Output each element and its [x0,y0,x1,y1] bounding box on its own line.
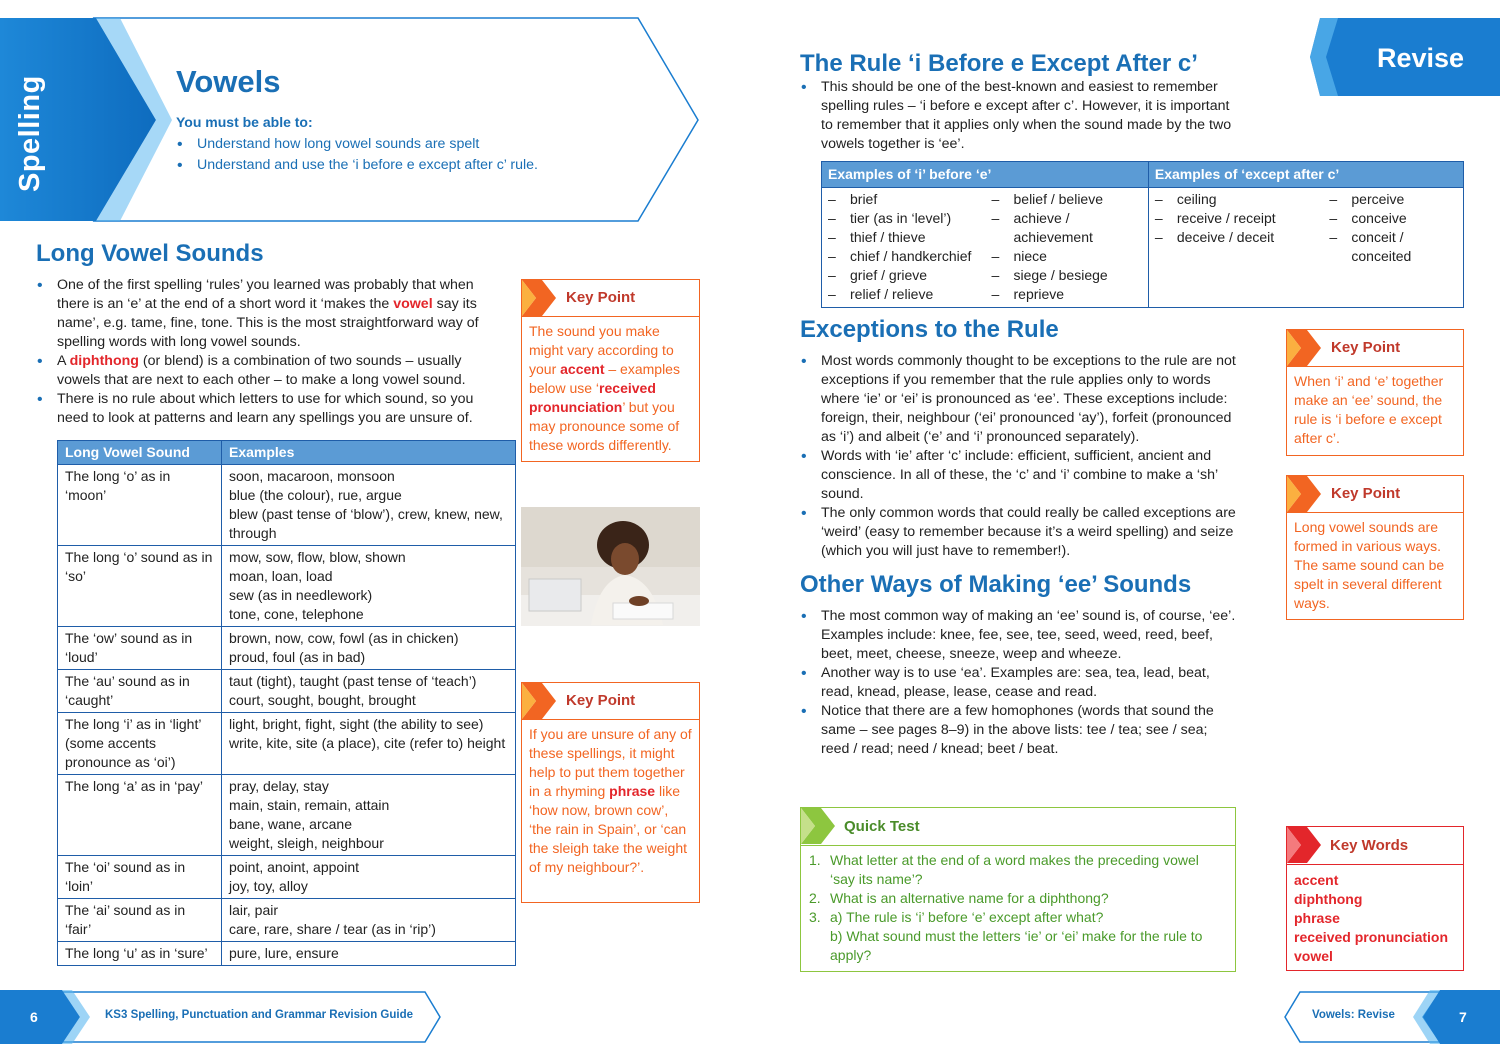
example-word: – tier (as in ‘level’) [828,209,980,228]
example-word: – achieve / achievement [992,209,1142,247]
table-header: Examples of ‘except after c’ [1148,162,1463,188]
example-line: write, kite, site (a place), cite (refer to) height [229,735,506,751]
key-word: phrase [1294,910,1340,926]
objective-item: • Understand and use the ‘i before e except after c’ rule. [176,155,538,176]
key-point-title: Key Point [566,289,636,306]
page-number-right: 7 [1459,1009,1467,1025]
examples-cell [222,627,516,670]
example-line: mow, sow, flow, blow, shown [229,549,406,565]
examples-cell [222,713,516,775]
example-word: – niece [992,247,1142,266]
quick-test-item: 1. What letter at the end of a word makes the preceding vowel ‘say its name’? [809,852,1199,887]
bullet-item: • One of the first spelling ‘rules’ you learned was probably that when there is an ‘e’ at the end of a short word it ‘makes the vowel say its name’, e.g. tame, fine, tone. This is the most straightforward way of spelling words with long vowel sounds. [36,276,484,352]
spelling-tab-label: Spelling [14,75,46,192]
sound-cell: The long ‘o’ as in ‘moon’ [58,465,222,546]
key-point-title: Key Point [566,692,636,709]
example-word: – belief / believe [992,190,1142,209]
example-line: pure, lure, ensure [229,945,339,961]
example-word: – conceit / conceited [1329,228,1457,266]
rule-title: The Rule ‘i Before e Except After c’ [800,50,1198,77]
key-point-box [521,682,700,903]
bullet-item: • Notice that there are a few homophones (words that sound the same – see pages 8–9) in the above lists: tee / tea; see / sea; reed / read; need / knead; beet / beat. [800,702,1238,759]
example-line: brown, now, cow, fowl (as in chicken) [229,630,459,646]
example-list [828,190,980,304]
table-body [58,465,516,966]
key-point-text: The sound you make might vary according to your accent – examples below use ‘received pronunciation’ but you may pronounce some of these words differently. [529,323,680,453]
example-word: – brief [828,190,980,209]
quick-test-item: b) What sound must the letters ‘ie’ or ‘ei’ make for the rule to apply? [830,928,1203,963]
example-line: lair, pair [229,902,279,918]
bullet-item: • The only common words that could really be called exceptions are ‘weird’ (easy to remember because it’s a weird spelling) and seize (which you will just have to remember!). [800,504,1238,561]
example-word: – grief / grieve [828,266,980,285]
quick-test-box [800,807,1236,972]
example-line: sew (as in needlework) [229,587,373,603]
example-word: – perceive [1329,190,1457,209]
table-row [58,856,516,899]
example-word: – relief / relieve [828,285,980,304]
example-word: – conceive [1329,209,1457,228]
examples-cell [222,899,516,942]
footer-section-label: Vowels: Revise [1312,1009,1395,1021]
spelling-side-tab [0,18,150,222]
table-row [58,627,516,670]
example-line: tone, cone, telephone [229,606,364,622]
key-word: received pronunciation [1294,929,1449,945]
examples-cell [222,465,516,546]
example-line: moan, loan, load [229,568,333,584]
key-words-title: Key Words [1330,837,1409,854]
sound-cell: The ‘au’ sound as in ‘caught’ [58,670,222,713]
bullet-item: • A diphthong (or blend) is a combination of two sounds – usually vowels that are next to each other – to make a long vowel sound. [36,352,484,390]
student-photo [521,507,700,626]
example-list [1155,190,1318,247]
chevron-icon [1287,330,1327,366]
table-header: Examples [222,441,516,465]
table-header: Examples of ‘i’ before ‘e’ [822,162,1149,188]
key-point-text: Long vowel sounds are formed in various ways. The same sound can be spelt in several different ways. [1294,519,1445,611]
bullet-item: • Most words commonly thought to be exceptions to the rule are not exceptions if you remember that the rule applies only to words where ‘ie’ or ‘ei’ is pronounced as ‘ee’. These exceptions include: foreign, their, neighbour (‘ei’ pronounced ‘ay’), forfeit (pronounced as ‘i’) and albeit (‘e’ and ‘i’ pronounced separately). [800,352,1238,447]
key-word: accent [1294,872,1339,888]
key-words-box [1286,826,1464,971]
example-line: blue (the colour), rue, argue [229,487,402,503]
bullet-item: • There is no rule about which letters to use for which sound, so you need to look at patterns and learn any spellings you are unsure of. [36,390,484,428]
bullet-item: • This should be one of the best-known and easiest to remember spelling rules – ‘i before e except after c’. However, it is important to remember that it applies only when the sound made by the two vowels together is ‘ee’. [800,78,1238,154]
example-line: joy, toy, alloy [229,878,308,894]
example-list [992,190,1142,304]
example-word: – deceive / deceit [1155,228,1318,247]
key-point-box [521,279,700,462]
rule-bullets [800,78,1238,154]
example-word: – siege / besiege [992,266,1142,285]
chevron-icon [1287,476,1327,512]
key-point-box [1286,329,1464,456]
example-line: bane, wane, arcane [229,816,352,832]
book-title: KS3 Spelling, Punctuation and Grammar Revision Guide [105,1009,414,1021]
key-point-box [1286,475,1464,620]
exceptions-title: Exceptions to the Rule [800,316,1059,343]
bullet-item: • Another way is to use ‘ea’. Examples are: sea, tea, lead, beat, read, knead, please, lease, cease and read. [800,664,1238,702]
example-line: court, sought, bought, brought [229,692,416,708]
example-list [1329,190,1457,266]
quick-test-list [801,846,1235,970]
chevron-icon [522,683,562,719]
sound-cell: The long ‘o’ sound as in ‘so’ [58,546,222,627]
must-label: You must be able to: [176,114,313,130]
bullet-item: • The most common way of making an ‘ee’ sound is, of course, ‘ee’. Examples include: knee, fee, see, tee, seed, weed, reed, beef, beet, meet, cheese, sneeze, weep and wheeze. [800,607,1238,664]
revise-tab-label: Revise [1377,43,1465,73]
page-title: Vowels [176,64,281,99]
example-line: care, rare, share / tear (as in ‘rip’) [229,921,436,937]
sound-cell: The long ‘a’ as in ‘pay’ [58,775,222,856]
table-row [58,546,516,627]
chevron-icon [801,808,841,845]
long-vowel-table [57,440,516,966]
table-row [58,942,516,966]
other-ways-bullets [800,607,1238,759]
example-line: point, anoint, appoint [229,859,359,875]
exceptions-bullets [800,352,1238,561]
example-line: main, stain, remain, attain [229,797,390,813]
quick-test-title: Quick Test [844,818,920,835]
table-row [58,465,516,546]
sound-cell: The ‘ai’ sound as in ‘fair’ [58,899,222,942]
long-vowel-bullets [36,276,484,428]
example-word: – reprieve [992,285,1142,304]
sound-cell: The ‘oi’ sound as in ‘loin’ [58,856,222,899]
bullet-item: • Words with ‘ie’ after ‘c’ include: efficient, sufficient, ancient and conscience. In all of these, the ‘c’ and ‘i’ combine to make a ‘sh’ sound. [800,447,1238,504]
example-line: weight, sleigh, neighbour [229,835,384,851]
table-row [58,775,516,856]
example-line: light, bright, fight, sight (the ability to see) [229,716,484,732]
objective-item: • Understand how long vowel sounds are spelt [176,134,538,155]
examples-cell [222,775,516,856]
example-line: soon, macaroon, monsoon [229,468,395,484]
example-word: – thief / thieve [828,228,980,247]
example-line: pray, delay, stay [229,778,329,794]
key-point-text: If you are unsure of any of these spellings, it might help to put them together in a rhyming phrase like ‘how now, brown cow’, ‘the rain in Spain’, or ‘can the sleigh take the weight of my neighbour?’. [529,726,692,875]
objectives-list [176,134,538,176]
section-title-long-vowel: Long Vowel Sounds [36,240,264,267]
sound-cell: The ‘ow’ sound as in ‘loud’ [58,627,222,670]
ie-examples-table [821,161,1464,308]
chevron-icon [522,280,562,316]
example-line: taut (tight), taught (past tense of ‘teach’) [229,673,477,689]
quick-test-item: 2. What is an alternative name for a diphthong? [809,890,1109,906]
page-number-left: 6 [30,1009,38,1025]
examples-cell [222,670,516,713]
key-word: vowel [1294,948,1333,964]
example-line: blew (past tense of ‘blow’), crew, knew, new, through [229,506,503,541]
examples-cell [222,856,516,899]
key-words-list [1287,865,1463,972]
table-header: Long Vowel Sound [58,441,222,465]
other-ways-title: Other Ways of Making ‘ee’ Sounds [800,571,1192,598]
key-point-text: When ‘i’ and ‘e’ together make an ‘ee’ sound, the rule is ‘i before e except after c’. [1294,373,1444,446]
examples-cell [222,546,516,627]
table-row [58,713,516,775]
key-point-title: Key Point [1331,339,1401,356]
examples-cell [222,942,516,966]
example-word: – chief / handkerchief [828,247,980,266]
quick-test-item: 3. a) The rule is ‘i’ before ‘e’ except after what? [809,909,1104,925]
table-row [58,670,516,713]
sound-cell: The long ‘u’ as in ‘sure’ [58,942,222,966]
example-word: – ceiling [1155,190,1318,209]
key-word: diphthong [1294,891,1363,907]
key-point-title: Key Point [1331,485,1401,502]
sound-cell: The long ‘i’ as in ‘light’ (some accents pronounce as ‘oi’) [58,713,222,775]
chevron-icon [1287,827,1327,864]
example-line: proud, foul (as in bad) [229,649,366,665]
table-row [58,899,516,942]
example-word: – receive / receipt [1155,209,1318,228]
